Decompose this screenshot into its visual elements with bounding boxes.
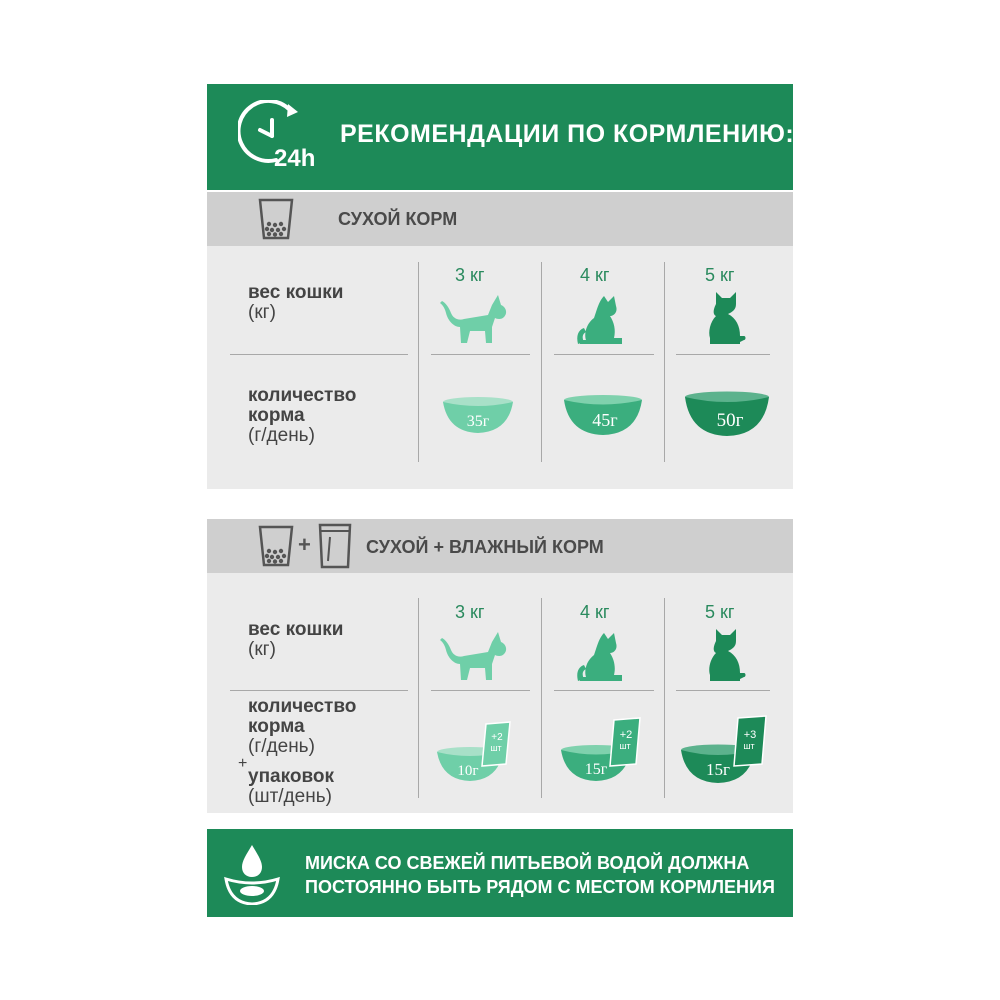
dry-weight-3: 3 кг [455,265,485,285]
packs-unit: шт [619,741,631,751]
mixed-packs-label: упаковок (шт/день) [248,766,335,807]
divider [676,690,770,691]
footer-text: МИСКА СО СВЕЖЕЙ ПИТЬЕВОЙ ВОДОЙ ДОЛЖНА ПОСТОЯННО БЫТЬ РЯДОМ С МЕСТОМ КОРМЛЕНИЯ [305,853,775,897]
page-title: РЕКОМЕНДАЦИИ ПО КОРМЛЕНИЮ: [340,120,795,148]
kitten-icon [440,291,510,347]
dry-weight-4: 4 кг [580,265,610,285]
divider [541,262,542,462]
sitting-cat-icon [576,631,626,683]
divider [676,354,770,355]
divider [431,354,530,355]
mixed-amount-10: 10г [457,763,479,779]
clock-label: 24h [274,145,316,172]
divider [541,598,542,798]
adult-cat-icon [706,629,746,683]
bowl-with-pouch-icon [436,720,520,782]
packs-unit: шт [743,741,755,751]
dry-food-jar-icon [257,196,295,242]
divider [554,354,654,355]
bowl-icon [442,396,514,434]
divider [230,690,408,691]
bowl-with-pouch-icon [560,716,648,782]
divider [418,262,419,462]
dry-amount-50: 50г [716,410,744,431]
mixed-amount-15b: 15г [706,760,730,779]
plus-sign: + [298,532,311,557]
divider [554,690,654,691]
mixed-amount-15: 15г [584,761,608,778]
divider [664,262,665,462]
divider [418,598,419,798]
dry-weight-5: 5 кг [705,265,735,285]
dry-food-jar-icon [257,523,295,569]
dry-amount-label: количество корма (г/день) [248,385,357,446]
divider [230,354,408,355]
water-bowl-icon [224,843,280,905]
bowl-icon [563,394,643,436]
mixed-section-label: СУХОЙ + ВЛАЖНЫЙ КОРМ [366,537,604,557]
divider [431,690,530,691]
dry-amount-45: 45г [592,410,618,430]
packs-unit: шт [490,743,502,753]
plus-sign: + [238,755,248,772]
dry-weight-label: вес кошки (кг) [248,282,344,323]
wet-food-pouch-icon [316,521,354,571]
bowl-icon [684,391,770,437]
clock-24h-icon [238,100,318,176]
bowl-with-pouch-icon [680,714,772,784]
mixed-weight-4: 4 кг [580,602,610,622]
dry-amount-35: 35г [466,413,490,430]
mixed-packs-3: +3 [743,729,757,741]
mixed-amount-label: количество корма (г/день) [248,696,357,757]
kitten-icon [440,628,510,684]
mixed-weight-5: 5 кг [705,602,735,622]
sitting-cat-icon [576,294,626,346]
mixed-packs-2: +2 [491,732,503,743]
mixed-packs-2: +2 [619,729,633,741]
adult-cat-icon [706,292,746,346]
dry-section-label: СУХОЙ КОРМ [338,209,458,229]
mixed-weight-3: 3 кг [455,602,485,622]
mixed-weight-label: вес кошки (кг) [248,619,344,660]
divider [664,598,665,798]
